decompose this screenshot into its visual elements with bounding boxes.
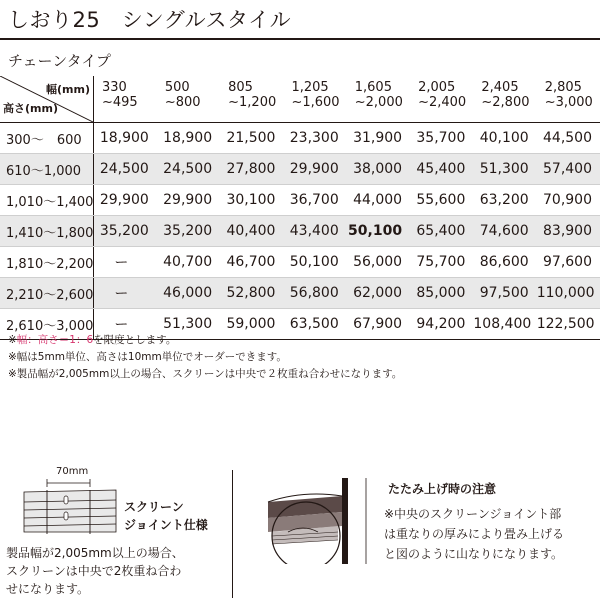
table-row <box>0 154 600 185</box>
height-unit-label: 高さ(mm) <box>3 102 58 115</box>
table-corner-cell <box>0 76 94 123</box>
height-range-cell: 2,610～3,000 <box>0 309 94 340</box>
price-cell: 122,500 <box>537 309 600 340</box>
price-cell: 44,000 <box>347 185 410 216</box>
table-row <box>0 123 600 154</box>
price-cell: 50,100 <box>283 247 346 278</box>
price-cell: 23,300 <box>283 123 346 154</box>
price-cell: 43,400 <box>283 216 346 247</box>
price-cell: 108,400 <box>473 309 536 340</box>
price-cell: 51,300 <box>473 154 536 185</box>
price-cell: 21,500 <box>220 123 283 154</box>
price-cell: 40,400 <box>220 216 283 247</box>
price-cell: 29,900 <box>283 154 346 185</box>
joint-desc-line3: せになります。 <box>6 582 90 596</box>
price-cell: 29,900 <box>94 185 157 216</box>
price-cell: 86,600 <box>473 247 536 278</box>
table-row <box>0 278 600 309</box>
price-cell: 55,600 <box>410 185 473 216</box>
price-cell: 46,700 <box>220 247 283 278</box>
price-cell: 24,500 <box>94 154 157 185</box>
price-cell: 38,000 <box>347 154 410 185</box>
page-title: しおり25 シングルスタイル <box>8 8 292 32</box>
price-cell: 74,600 <box>473 216 536 247</box>
price-cell: 83,900 <box>537 216 600 247</box>
width-from: 2,405 <box>481 80 519 95</box>
price-cell: 29,900 <box>157 185 220 216</box>
price-cell: 57,400 <box>537 154 600 185</box>
section-title: チェーンタイプ <box>8 52 111 70</box>
note-ratio-prefix: ※ <box>8 334 17 346</box>
width-unit-label: 幅(mm) <box>46 83 90 96</box>
price-cell: 30,100 <box>220 185 283 216</box>
width-to: ~495 <box>102 95 138 110</box>
fold-heading: たたみ上げ時の注意 <box>388 482 497 496</box>
table-row <box>0 216 600 247</box>
price-cell: 65,400 <box>410 216 473 247</box>
width-to: ~1,600 <box>291 95 340 110</box>
price-table <box>0 76 600 340</box>
price-cell: 40,700 <box>157 247 220 278</box>
price-cell: 35,200 <box>157 216 220 247</box>
height-range-cell: 2,210～2,600 <box>0 278 94 309</box>
width-to: ~2,800 <box>481 95 530 110</box>
price-cell: 40,100 <box>473 123 536 154</box>
price-cell: 27,800 <box>220 154 283 185</box>
height-range-cell: 300～ 600 <box>0 123 94 154</box>
width-to: ~2,400 <box>418 95 467 110</box>
bottom-area <box>0 462 600 600</box>
width-from: 1,605 <box>354 80 392 95</box>
note-ratio-accent: 幅：高さ＝1：6 <box>16 334 94 346</box>
title-rule <box>0 38 600 40</box>
joint-desc-line1: 製品幅が2,005mm以上の場合、 <box>6 546 184 560</box>
price-cell: 56,000 <box>347 247 410 278</box>
width-column-header <box>220 76 283 123</box>
notes <box>8 332 402 383</box>
width-column-header <box>94 76 157 123</box>
joint-heading-line2: ジョイント仕様 <box>124 518 208 532</box>
width-to: ~2,000 <box>354 95 403 110</box>
note-ratio-suffix: を限度とします。 <box>93 334 177 346</box>
width-from: 500 <box>164 80 190 95</box>
width-from: 805 <box>228 80 253 95</box>
price-cell: 63,200 <box>473 185 536 216</box>
price-cell: 50,100 <box>347 216 410 247</box>
price-cell: 35,200 <box>94 216 157 247</box>
price-cell: 18,900 <box>157 123 220 154</box>
price-cell: ー <box>94 247 157 278</box>
width-to: ~800 <box>164 95 201 110</box>
width-from: 2,005 <box>418 80 456 95</box>
width-column-header <box>473 76 536 123</box>
table-row <box>0 247 600 278</box>
width-column-header <box>410 76 473 123</box>
price-cell: 70,900 <box>537 185 600 216</box>
width-from: 2,805 <box>544 80 582 95</box>
joint-dimension: 70mm <box>56 466 89 477</box>
price-cell: 24,500 <box>157 154 220 185</box>
width-to: ~1,200 <box>228 95 277 110</box>
height-range-cell: 1,810～2,200 <box>0 247 94 278</box>
width-column-header <box>283 76 346 123</box>
price-cell: 85,000 <box>410 278 473 309</box>
fold-desc-line3: と図のように山なりになります。 <box>384 547 564 561</box>
width-column-header <box>157 76 220 123</box>
note-ratio <box>8 332 402 349</box>
fold-description <box>384 504 564 564</box>
price-cell: 52,800 <box>220 278 283 309</box>
note-units: ※幅は5mm単位、高さは10mm単位でオーダーできます。 <box>8 351 287 363</box>
price-cell: ー <box>94 309 157 340</box>
price-cell: 59,000 <box>220 309 283 340</box>
bottom-divider <box>232 470 233 598</box>
width-from: 1,205 <box>291 80 329 95</box>
price-cell: 44,500 <box>537 123 600 154</box>
price-cell: 45,400 <box>410 154 473 185</box>
price-cell: 94,200 <box>410 309 473 340</box>
width-to: ~3,000 <box>544 95 593 110</box>
table-header-row <box>0 76 600 123</box>
price-cell: 51,300 <box>157 309 220 340</box>
price-cell: 56,800 <box>283 278 346 309</box>
height-range-cell: 1,010～1,400 <box>0 185 94 216</box>
joint-description <box>6 544 184 598</box>
price-cell: 75,700 <box>410 247 473 278</box>
price-cell: 67,900 <box>347 309 410 340</box>
fold-desc-line1: ※中央のスクリーンジョイント部 <box>384 507 562 521</box>
screen-joint-illustration <box>20 472 120 536</box>
height-range-cell: 610～1,000 <box>0 154 94 185</box>
height-range-cell: 1,410～1,800 <box>0 216 94 247</box>
price-cell: 63,500 <box>283 309 346 340</box>
table-row <box>0 185 600 216</box>
price-cell: 62,000 <box>347 278 410 309</box>
price-cell: 97,600 <box>537 247 600 278</box>
price-cell: 36,700 <box>283 185 346 216</box>
price-cell: 18,900 <box>94 123 157 154</box>
price-cell: 31,900 <box>347 123 410 154</box>
price-cell: 46,000 <box>157 278 220 309</box>
width-from: 330 <box>102 80 127 95</box>
price-cell: 35,700 <box>410 123 473 154</box>
fold-desc-line2: は重なりの厚みにより畳み上げる <box>384 527 565 541</box>
note-joint: ※製品幅が2,005mm以上の場合、スクリーンは中央で２枚重ね合わせになります。 <box>8 368 403 380</box>
width-column-header <box>347 76 410 123</box>
joint-heading <box>124 498 208 534</box>
fold-illustration <box>248 478 380 564</box>
joint-desc-line2: スクリーンは中央で2枚重ね合わ <box>6 564 182 578</box>
width-column-header <box>537 76 600 123</box>
price-cell: 97,500 <box>473 278 536 309</box>
price-cell: 110,000 <box>537 278 600 309</box>
joint-heading-line1: スクリーン <box>124 500 184 514</box>
price-cell: ー <box>94 278 157 309</box>
